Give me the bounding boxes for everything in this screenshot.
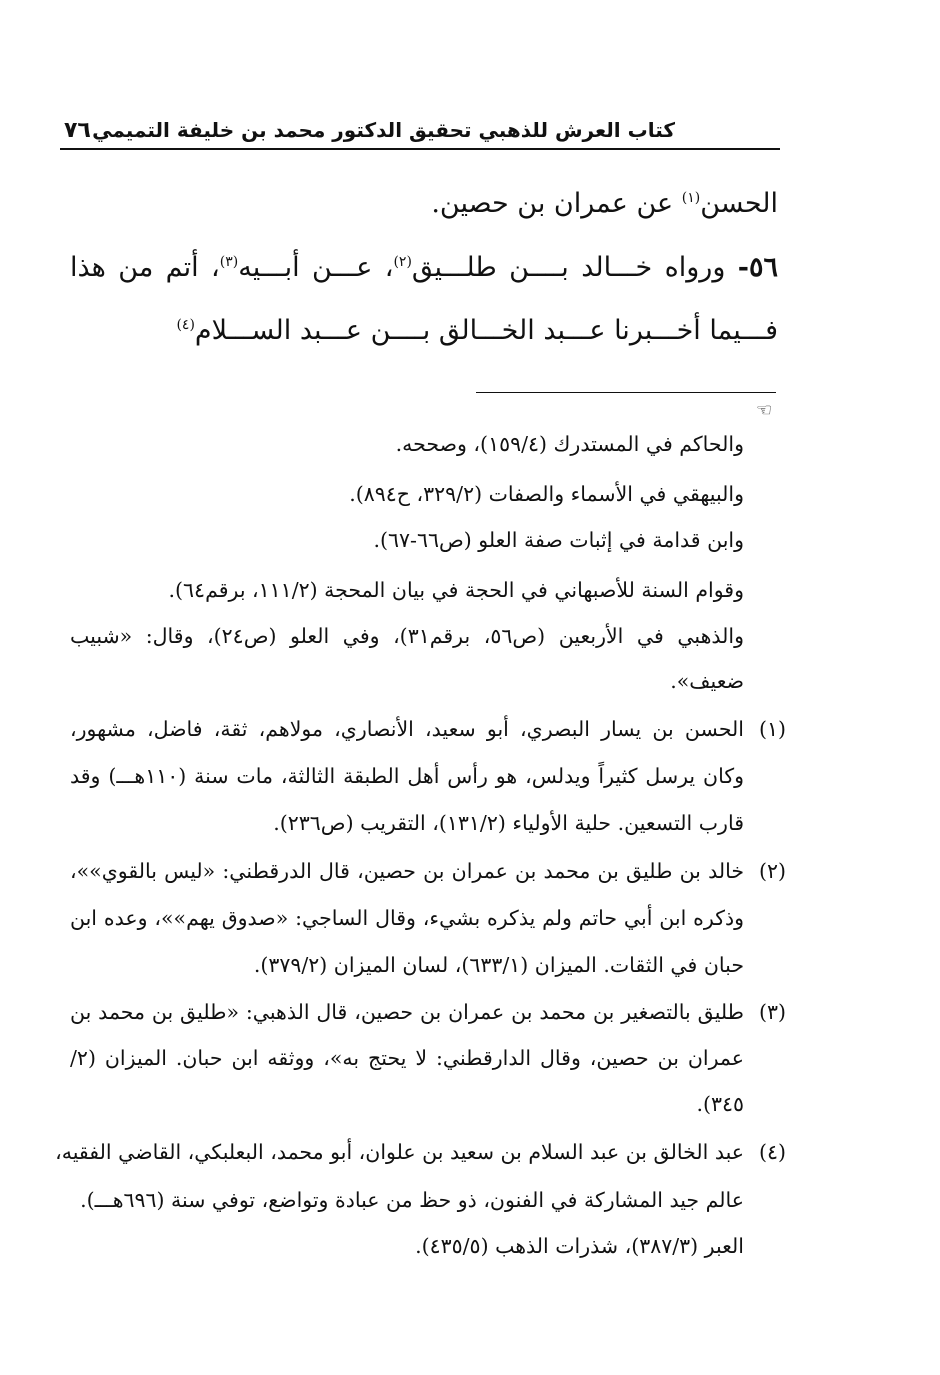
footnote-ref-3: (٣) (219, 254, 239, 270)
footnote-marker-3: (٣) (758, 1000, 786, 1024)
footnote-3-line: عمران بن حصين، وقال الدارقطني: لا يحتج به»، ووثقه ابن حبان. الميزان (٢/ (70, 1046, 744, 1070)
footnote-1-line: وكان يرسل كثيراً ويدلس، هو رأس أهل الطبقة الثالثة، مات سنة (١١٠هـــ) وقد (70, 764, 744, 788)
footnote-4-line: عبد الخالق بن عبد السلام بن سعيد بن علوان، أبو محمد، البعلبكي، القاضي الفقيه، (55, 1140, 744, 1164)
main-text-line-2 (70, 252, 778, 283)
page-number: ٧٦ (64, 118, 91, 143)
footnote-ref-2: (٢) (393, 254, 412, 270)
footnote-3-line: طليق بالتصغير بن محمد بن عمران بن حصين، قال الذهبي: «طليق بن محمد بن (70, 1000, 744, 1024)
continued-note-line: والبيهقي في الأسماء والصفات (٣٢٩/٢، ح٨٩٤). (349, 482, 744, 506)
main-text-line-3 (176, 315, 778, 346)
continued-note-line: والذهبي في الأربعين (ص٥٦، برقم٣١)، وفي العلو (ص٢٤)، وقال: «شبيب (70, 624, 745, 648)
continued-note-line: ضعيف». (670, 669, 744, 693)
footnote-ref-4: (٤) (176, 317, 195, 333)
footnote-marker-4: (٤) (758, 1140, 786, 1164)
footnote-2-line: وذكره ابن أبي حاتم ولم يذكره بشيء، وقال الساجي: «صدوق يهم»»، وعده ابن (70, 906, 744, 930)
footnote-4-line: عالم جيد المشاركة في الفنون، ذو حظ من عبادة وتواضع، توفي سنة (٦٩٦هـــ). (80, 1188, 744, 1212)
main-text-segment: عن عمران بن حصين. (431, 188, 674, 219)
main-text-segment: ، أتم من هذا (70, 252, 220, 283)
footnote-2-line: خالد بن طليق بن محمد بن عمران بن حصين، قال الدرقطني: «ليس بالقوي»»، (70, 859, 744, 883)
footnote-1-line: قارب التسعين. حلية الأولياء (١٣١/٢)، التقريب (ص٢٣٦). (273, 811, 744, 835)
continued-note-line: وقوام السنة للأصبهاني في الحجة في بيان المحجة (١١١/٢، برقم٦٤). (168, 578, 744, 602)
footnote-ref-1: (١) (681, 190, 701, 206)
continued-note-line: وابن قدامة في إثبات صفة العلو (ص٦٦-٦٧). (373, 528, 744, 552)
footnote-1-line: الحسن بن يسار البصري، أبو سعيد، الأنصاري، مولاهم، ثقة، فاضل، مشهور، (70, 717, 744, 741)
pointing-hand-icon: ☜ (756, 400, 773, 421)
paragraph-number: ٥٦- (737, 252, 778, 283)
main-text-segment: فـــيما أخـــبرنا عـــبد الخـــالق بــــن عـــبد الســـلام (194, 315, 778, 346)
main-text-segment: ، عـــن أبـــيه (238, 252, 394, 283)
continued-note-line: والحاكم في المستدرك (١٥٩/٤)، وصححه. (395, 432, 744, 456)
main-text-segment: الحسن (700, 188, 778, 219)
footnote-2-line: حبان في الثقات. الميزان (٦٣٣/١)، لسان الميزان (٣٧٩/٢). (253, 953, 744, 977)
main-text-segment: ورواه خـــالد بــــن طلـــيق (411, 252, 726, 283)
footnote-3-line: ٣٤٥). (696, 1092, 744, 1116)
footnote-4-line: العبر (٣٨٧/٣)، شذرات الذهب (٤٣٥/٥). (415, 1234, 744, 1258)
footnote-separator (476, 392, 776, 393)
footnote-marker-2: (٢) (758, 859, 786, 883)
footnote-marker-1: (١) (758, 717, 786, 741)
main-text-line-1 (431, 188, 778, 219)
header-rule (60, 148, 780, 150)
running-header-title: كتاب العرش للذهبي تحقيق الدكتور محمد بن خليفة التميمي (92, 118, 675, 142)
